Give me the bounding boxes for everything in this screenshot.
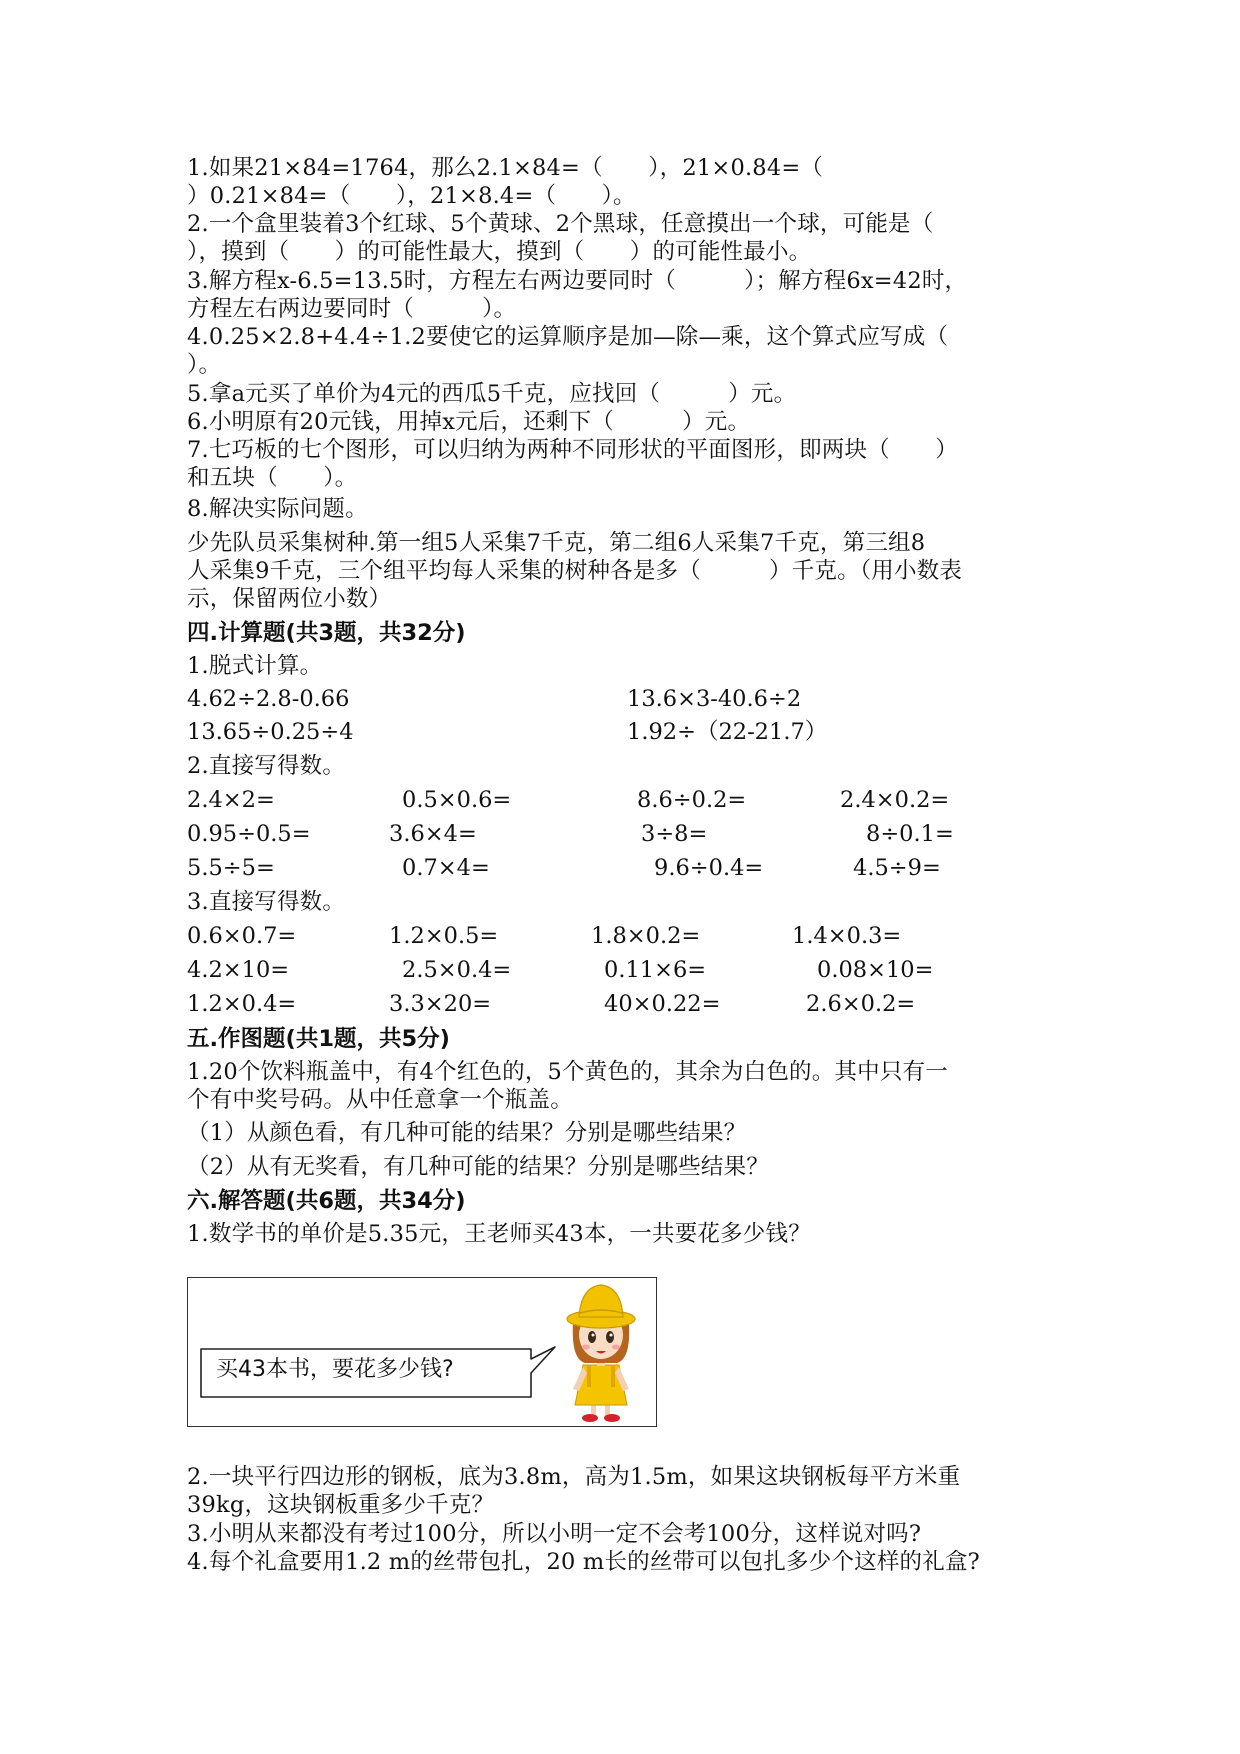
calc-item: 0.08×10= <box>817 957 934 983</box>
calc-item: 0.11×6= <box>604 957 707 983</box>
calc-item: 0.95÷0.5= <box>187 821 311 847</box>
calc-item: 8÷0.1= <box>866 821 954 847</box>
q3-1-line-b: ）0.21×84=（ ），21×8.4=（ ）。 <box>187 183 636 209</box>
calc-item: 3÷8= <box>641 821 708 847</box>
calc-item: 1.4×0.3= <box>792 923 902 949</box>
calc-item: 1.2×0.5= <box>389 923 499 949</box>
shoe-left <box>582 1414 598 1422</box>
s6-q3: 3.小明从来都没有考过100分，所以小明一定不会考100分，这样说对吗? <box>187 1521 922 1547</box>
calc-item: 1.92÷（22-21.7） <box>627 719 828 745</box>
illustration-art <box>187 1277 657 1427</box>
q3-8-line: 8.解决实际问题。 <box>187 496 368 522</box>
q3-2-line-b: ），摸到（ ）的可能性最大，摸到（ ）的可能性最小。 <box>187 239 812 265</box>
s5-line-3: （1）从颜色看，有几种可能的结果？分别是哪些结果？ <box>187 1120 747 1146</box>
section6-heading: 六.解答题(共6题，共34分) <box>187 1188 466 1214</box>
calc-item: 5.5÷5= <box>187 855 275 881</box>
shoe-right <box>604 1414 620 1422</box>
q3-6-line: 6.小明原有20元钱，用掉x元后，还剩下（ ）元。 <box>187 409 751 435</box>
q3-3-line-b: 方程左右两边要同时（ ）。 <box>187 296 517 322</box>
calc-item: 40×0.22= <box>604 991 721 1017</box>
calc-item: 4.62÷2.8-0.66 <box>187 686 350 712</box>
section5-heading: 五.作图题(共1题，共5分) <box>187 1026 450 1052</box>
s5-line-4: （2）从有无奖看，有几种可能的结果？分别是哪些结果？ <box>187 1154 770 1180</box>
calc-item: 2.6×0.2= <box>806 991 916 1017</box>
girl-illustration <box>567 1285 635 1422</box>
s6-q1: 1.数学书的单价是5.35元，王老师买43本，一共要花多少钱？ <box>187 1221 811 1247</box>
calc-item: 9.6÷0.4= <box>654 855 764 881</box>
section4-heading: 四.计算题(共3题，共32分) <box>187 620 466 646</box>
calc-item: 3.3×20= <box>389 991 492 1017</box>
q3-4-line-a: 4.0.25×2.8+4.4÷1.2要使它的运算顺序是加—除—乘，这个算式应写成（ <box>187 324 949 350</box>
calc-item: 13.65÷0.25÷4 <box>187 719 354 745</box>
s4-q3-title: 3.直接写得数。 <box>187 889 346 915</box>
s4-q1-title: 1.脱式计算。 <box>187 653 323 679</box>
calc-item: 13.6×3-40.6÷2 <box>627 686 802 712</box>
s5-line-2: 个有中奖号码。从中任意拿一个瓶盖。 <box>187 1087 573 1113</box>
calc-item: 0.6×0.7= <box>187 923 297 949</box>
calc-item: 0.7×4= <box>402 855 490 881</box>
calc-item: 1.2×0.4= <box>187 991 297 1017</box>
s6-q4: 4.每个礼盒要用1.2 m的丝带包扎，20 m长的丝带可以包扎多少个这样的礼盒? <box>187 1549 980 1575</box>
q3-8-detail-b: 人采集9千克，三个组平均每人采集的树种各是多（ ）千克。（用小数表 <box>187 558 963 584</box>
calc-item: 2.4×0.2= <box>840 787 950 813</box>
q3-8-detail-c: 示，保留两位小数） <box>187 586 392 612</box>
calc-item: 2.5×0.4= <box>402 957 512 983</box>
calc-item: 0.5×0.6= <box>402 787 512 813</box>
q3-8-detail-a: 少先队员采集树种.第一组5人采集7千克，第二组6人采集7千克，第三组8 <box>187 530 926 556</box>
q3-7-line-b: 和五块（ ）。 <box>187 465 358 491</box>
s6-q2-line-b: 39kg，这块钢板重多少千克？ <box>187 1492 495 1518</box>
speech-bubble-text: 买43本书，要花多少钱? <box>216 1357 454 1382</box>
calc-item: 4.5÷9= <box>853 855 941 881</box>
q3-3-line-a: 3.解方程x-6.5=13.5时，方程左右两边要同时（ ）；解方程6x=42时， <box>187 268 968 294</box>
s5-line-1: 1.20个饮料瓶盖中，有4个红色的，5个黄色的，其余为白色的。其中只有一 <box>187 1059 948 1085</box>
q3-5-line: 5.拿a元买了单价为4元的西瓜5千克，应找回（ ）元。 <box>187 381 797 407</box>
calc-item: 2.4×2= <box>187 787 275 813</box>
q3-7-line-a: 7.七巧板的七个图形，可以归纳为两种不同形状的平面图形，即两块（ ） <box>187 437 958 463</box>
q3-4-line-b: ）。 <box>187 352 222 378</box>
calc-item: 3.6×4= <box>389 821 477 847</box>
calc-item: 4.2×10= <box>187 957 290 983</box>
calc-item: 8.6÷0.2= <box>637 787 747 813</box>
q3-2-line-a: 2.一个盒里装着3个红球、5个黄球、2个黑球，任意摸出一个球，可能是（ <box>187 211 934 237</box>
q3-1-line-a: 1.如果21×84=1764，那么2.1×84=（ ），21×0.84=（ <box>187 155 824 181</box>
calc-item: 1.8×0.2= <box>591 923 701 949</box>
s4-q2-title: 2.直接写得数。 <box>187 753 346 779</box>
s6-q2-line-a: 2.一块平行四边形的钢板，底为3.8m，高为1.5m，如果这块钢板每平方米重 <box>187 1464 961 1490</box>
